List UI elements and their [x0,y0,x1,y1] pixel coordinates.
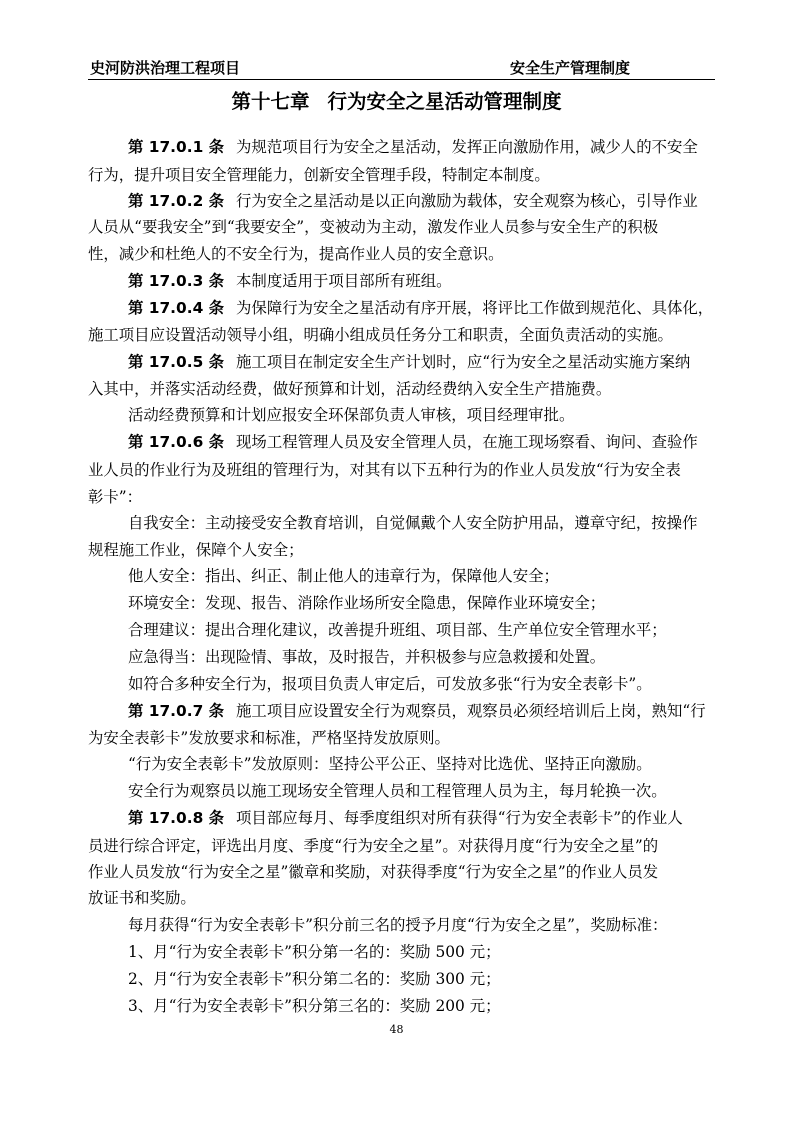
article-text-line: 人员从“要我安全”到“我要安全”，变被动为主动，激发作业人员参与安全生产的积极 [88,218,659,236]
page-header [88,59,715,80]
article-label: 第 17.0.6 条 [128,433,225,451]
behavior-item: 环境安全：发现、报告、消除作业场所安全隐患，保障作业环境安全； [128,594,606,612]
article-text: 为规范项目行为安全之星活动，发挥正向激励作用，减少人的不安全 [236,138,698,156]
header-project-name: 史河防洪治理工程项目 [90,59,241,77]
article-text-line: 员进行综合评定，评选出月度、季度“行为安全之星”。对获得月度“行为安全之星”的 [88,837,659,855]
behavior-item: 应急得当：出现险情、事故，及时报告，并积极参与应急救援和处置。 [128,648,606,666]
article-17-0-6 [128,432,718,452]
article-17-0-8 [128,808,718,828]
article-label: 第 17.0.1 条 [128,138,225,156]
article-text: 现场工程管理人员及安全管理人员，在施工现场察看、询问、查验作 [236,433,698,451]
article-label: 第 17.0.8 条 [128,809,225,827]
article-17-0-4 [128,298,718,318]
article-label: 第 17.0.5 条 [128,353,225,371]
reward-item: 1、月“行为安全表彰卡”积分第一名的：奖励 500 元； [128,943,501,961]
chapter-number: 第十七章 [231,90,310,113]
article-label: 第 17.0.4 条 [128,299,225,317]
article-text-line: 入其中，并落实活动经费，做好预算和计划，活动经费纳入安全生产措施费。 [88,380,612,398]
article-text: 为保障行为安全之星活动有序开展，将评比工作做到规范化、具体化， [236,299,714,317]
chapter-title [0,89,793,115]
paragraph: 如符合多种安全行为，报项目负责人审定后，可发放多张“行为安全表彰卡”。 [128,675,652,693]
article-17-0-5 [128,352,718,372]
article-text: 本制度适用于项目部所有班组。 [236,272,452,290]
article-17-0-2 [128,191,718,211]
paragraph: 每月获得“行为安全表彰卡”积分前三名的授予月度“行为安全之星”，奖励标准： [128,916,668,934]
behavior-item: 自我安全：主动接受安全教育培训，自觉佩戴个人安全防护用品，遵章守纪，按操作 [128,514,698,532]
behavior-item: 合理建议：提出合理化建议，改善提升班组、项目部、生产单位安全管理水平； [128,621,667,639]
article-text-line: 放证书和奖励。 [88,889,196,907]
article-text: 施工项目应设置安全行为观察员，观察员必须经培训后上岗，熟知“行 [236,702,706,720]
page-number: 48 [389,1023,404,1036]
article-17-0-7 [128,701,718,721]
reward-item: 2、月“行为安全表彰卡”积分第二名的：奖励 300 元； [128,970,501,988]
article-text-line: 施工项目应设置活动领导小组，明确小组成员任务分工和职责，全面负责活动的实施。 [88,326,673,344]
article-text-line: 行为，提升项目安全管理能力，创新安全管理手段，特制定本制度。 [88,166,550,184]
article-text: 项目部应每月、每季度组织对所有获得“行为安全表彰卡”的作业人 [236,809,683,827]
paragraph: “行为安全表彰卡”发放原则：坚持公平公正、坚持对比选优、坚持正向激励。 [128,755,652,773]
behavior-item-continued: 规程施工作业，保障个人安全； [88,541,304,559]
article-text-line: 作业人员发放“行为安全之星”徽章和奖励，对获得季度“行为安全之星”的作业人员发 [88,863,659,881]
header-section-name: 安全生产管理制度 [510,59,631,77]
article-text-line: 彰卡”： [88,488,143,506]
article-text-line: 性，减少和杜绝人的不安全行为，提高作业人员的安全意识。 [88,245,504,263]
reward-item: 3、月“行为安全表彰卡”积分第三名的：奖励 200 元； [128,997,501,1015]
article-17-0-3 [128,271,718,291]
article-text: 施工项目在制定安全生产计划时，应“行为安全之星活动实施方案纳 [236,353,691,371]
chapter-name: 行为安全之星活动管理制度 [327,90,562,113]
article-label: 第 17.0.3 条 [128,272,225,290]
article-text-line: 业人员的作业行为及班组的管理行为，对其有以下五种行为的作业人员发放“行为安全表 [88,461,681,479]
behavior-item: 他人安全：指出、纠正、制止他人的违章行为，保障他人安全； [128,567,559,585]
article-text: 行为安全之星活动是以正向激励为载体，安全观察为核心，引导作业 [236,192,698,210]
article-label: 第 17.0.2 条 [128,192,225,210]
article-17-0-1 [128,137,718,157]
article-text-line: 为安全表彰卡”发放要求和标准，严格坚持发放原则。 [88,729,450,747]
paragraph: 活动经费预算和计划应报安全环保部负责人审核，项目经理审批。 [128,406,575,424]
article-label: 第 17.0.7 条 [128,702,225,720]
paragraph: 安全行为观察员以施工现场安全管理人员和工程管理人员为主，每月轮换一次。 [128,782,667,800]
